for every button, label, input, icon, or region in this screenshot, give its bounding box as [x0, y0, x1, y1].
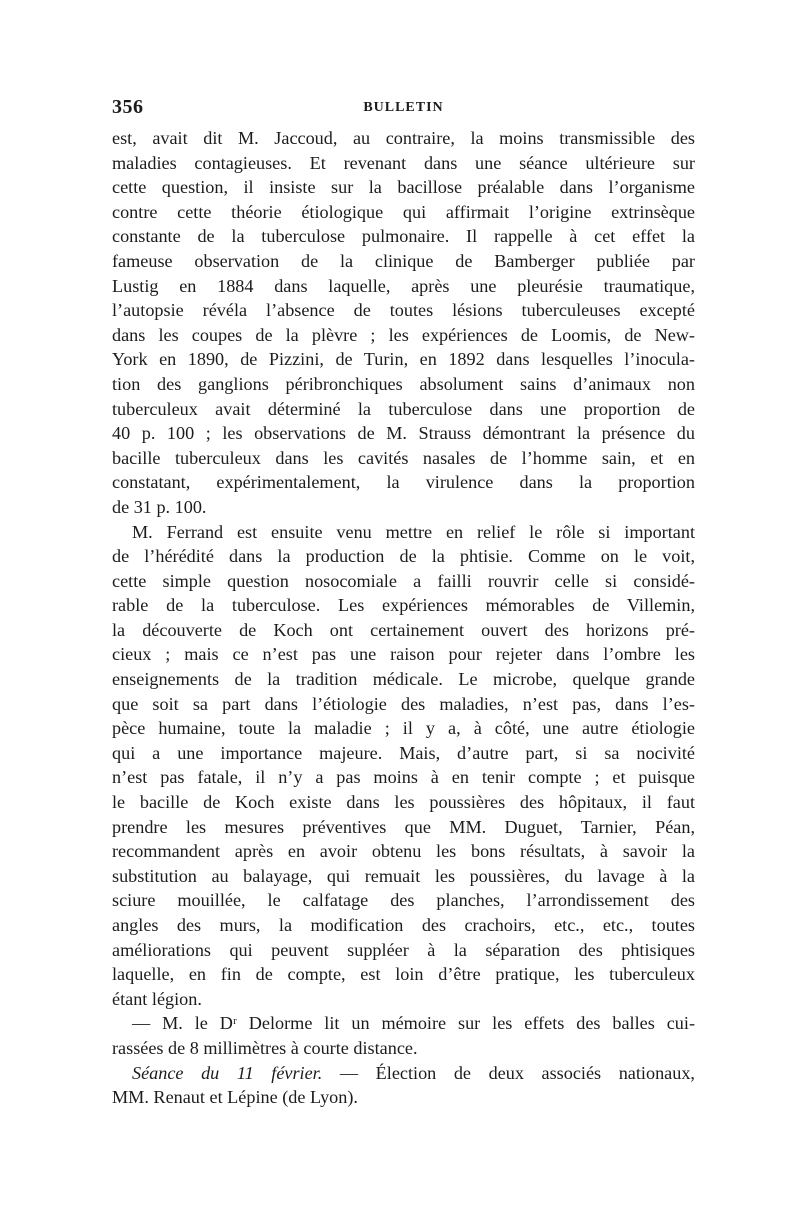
- text-line: qui a une importance majeure. Mais, d’autre part, si sa nocivité: [112, 742, 695, 763]
- paragraph-jaccoud: [112, 126, 695, 520]
- text-line: cette simple question nosocomiale a failli rouvrir celle si considé-: [112, 570, 695, 591]
- text-line: constante de la tuberculose pulmonaire. Il rappelle à cet effet la: [112, 226, 695, 247]
- page-number: 356: [112, 96, 144, 118]
- text-line: dans les coupes de la plèvre ; les expériences de Loomis, de New-: [112, 324, 695, 345]
- document-page: [112, 96, 695, 1110]
- text-line: n’est pas fatale, il n’y a pas moins à en tenir compte ; et puisque: [112, 767, 695, 788]
- text-line: constatant, expérimentalement, la virulence dans la proportion: [112, 472, 695, 493]
- text-line: cette question, il insiste sur la bacillose préalable dans l’organisme: [112, 177, 695, 198]
- text-line: enseignements de la tradition médicale. Le microbe, quelque grande: [112, 669, 695, 690]
- text-line: M. Ferrand est ensuite venu mettre en relief le rôle si important: [132, 521, 695, 542]
- text-line: cieux ; mais ce n’est pas une raison pour rejeter dans l’ombre les: [112, 644, 695, 665]
- text-line: que soit sa part dans l’étiologie des maladies, n’est pas, dans l’es-: [112, 693, 695, 714]
- text-line: [112, 1061, 695, 1086]
- text-line: Lustig en 1884 dans laquelle, après une pleurésie traumatique,: [112, 275, 695, 296]
- paragraph-delorme: [112, 1011, 695, 1060]
- text-line: York en 1890, de Pizzini, de Turin, en 1892 dans lesquelles l’inocula-: [112, 349, 695, 370]
- text-line: pèce humaine, toute la maladie ; il y a, à côté, une autre étiologie: [112, 718, 695, 739]
- text-line: le bacille de Koch existe dans les poussières des hôpitaux, il faut: [112, 792, 695, 813]
- running-head: [112, 96, 695, 126]
- seance-date: Séance du 11 février.: [132, 1062, 323, 1083]
- text-line: rassées de 8 millimètres à courte distance.: [112, 1037, 418, 1058]
- text-line: étant légion.: [112, 988, 202, 1009]
- text-line: contre cette théorie étiologique qui affirmait l’origine extrinsèque: [112, 201, 695, 222]
- text-line: l’autopsie révéla l’absence de toutes lésions tuberculeuses excepté: [112, 300, 695, 321]
- paragraph-seance: [112, 1061, 695, 1110]
- text-line: est, avait dit M. Jaccoud, au contraire, la moins transmissible des: [112, 128, 695, 148]
- text-line: maladies contagieuses. Et revenant dans une séance ultérieure sur: [112, 152, 695, 173]
- text-line: de 31 p. 100.: [112, 496, 207, 517]
- text-line: la découverte de Koch ont certainement ouvert des horizons pré-: [112, 619, 695, 640]
- header-title: BULLETIN: [363, 100, 444, 115]
- text-line: fameuse observation de la clinique de Bamberger publiée par: [112, 250, 695, 271]
- paragraph-ferrand: [112, 520, 695, 1012]
- text-line: angles des murs, la modification des crachoirs, etc., etc., toutes: [112, 915, 695, 935]
- text-line: recommandent après en avoir obtenu les bons résultats, à savoir la: [112, 841, 695, 862]
- text-line: substitution au balayage, qui remuait les poussières, du lavage à la: [112, 865, 695, 886]
- text-line: rable de la tuberculose. Les expériences mémorables de Villemin,: [112, 595, 695, 616]
- text-line: tuberculeux avait déterminé la tuberculose dans une proportion de: [112, 398, 695, 419]
- text-line: laquelle, en fin de compte, est loin d’être pratique, les tuberculeux: [112, 964, 695, 985]
- text-line: tion des ganglions péribronchiques absolument sains d’animaux non: [112, 373, 695, 394]
- text-line: améliorations qui peuvent suppléer à la séparation des phtisiques: [112, 939, 695, 960]
- text-line: MM. Renaut et Lépine (de Lyon).: [112, 1087, 358, 1108]
- body-text: [112, 126, 695, 1110]
- text-line: 40 p. 100 ; les observations de M. Strauss démontrant la présence du: [112, 423, 695, 444]
- text-line: bacille tuberculeux dans les cavités nasales de l’homme sain, et en: [112, 447, 695, 468]
- text-line: prendre les mesures préventives que MM. Duguet, Tarnier, Péan,: [112, 816, 695, 837]
- text-line: — M. le Dʳ Delorme lit un mémoire sur les effets des balles cui-: [132, 1013, 695, 1034]
- text-line: sciure mouillée, le calfatage des planches, l’arrondissement des: [112, 890, 695, 911]
- seance-election: — Élection de deux associés nationaux,: [322, 1062, 695, 1083]
- text-line: de l’hérédité dans la production de la phtisie. Comme on le voit,: [112, 546, 695, 567]
